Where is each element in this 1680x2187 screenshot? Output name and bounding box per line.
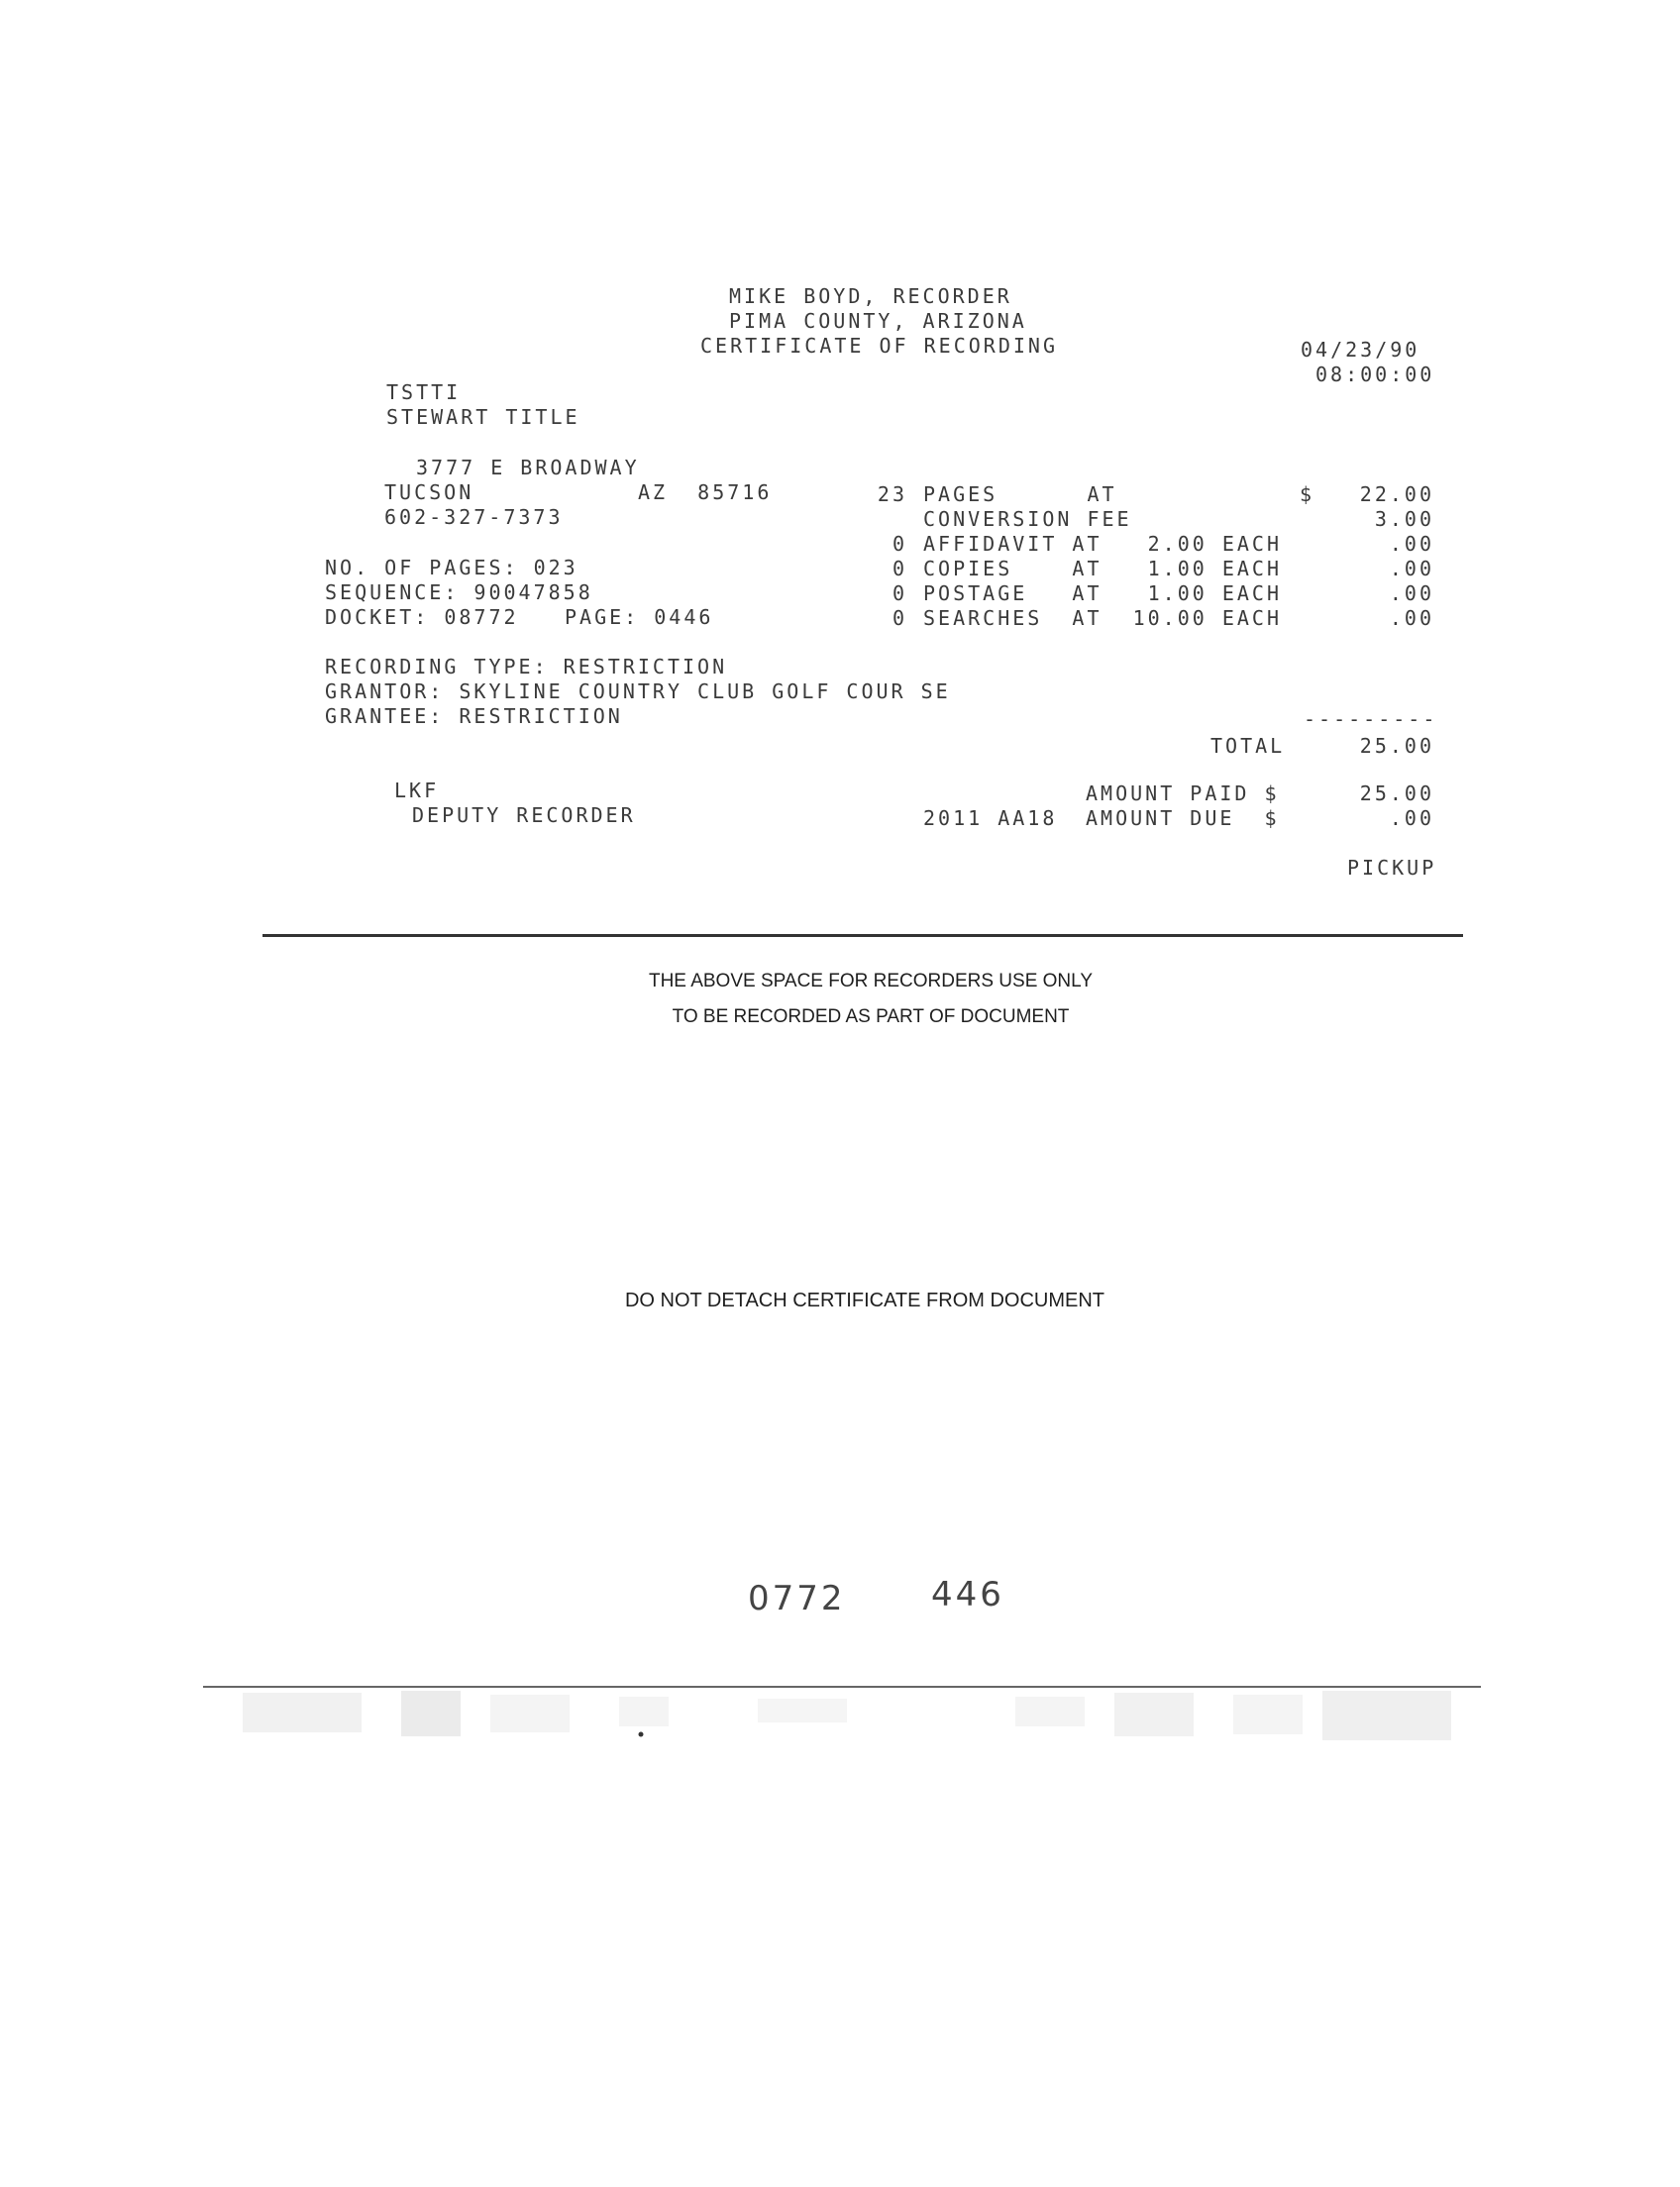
fee-amount: .00 xyxy=(1389,606,1434,630)
amount-due-label: AMOUNT DUE $ xyxy=(1086,806,1280,830)
fee-description: CONVERSION FEE xyxy=(923,507,1132,531)
fee-qty: 23 xyxy=(877,482,907,506)
deputy-initials: LKF xyxy=(394,779,440,802)
sequence-number: SEQUENCE: 90047858 xyxy=(325,580,593,604)
fee-rate: 1.00 EACH xyxy=(1147,581,1282,605)
fee-description: PAGES AT xyxy=(923,482,1117,506)
total-amount: 25.00 xyxy=(1359,734,1434,758)
recording-time: 08:00:00 xyxy=(1315,363,1435,386)
fee-amount: .00 xyxy=(1389,557,1434,580)
amount-paid: 25.00 xyxy=(1359,781,1434,805)
stamp-page-number: 446 xyxy=(931,1575,1004,1614)
fee-qty: 0 xyxy=(892,532,907,556)
fee-amount: 3.00 xyxy=(1374,507,1434,531)
part-of-document-notice: TO BE RECORDED AS PART OF DOCUMENT xyxy=(672,1006,1070,1027)
fee-qty: 0 xyxy=(892,557,907,580)
party-name: STEWART TITLE xyxy=(386,405,580,429)
fee-dollar-sign: $ xyxy=(1300,482,1315,506)
county-name: PIMA COUNTY, ARIZONA xyxy=(729,309,1027,333)
grantor: GRANTOR: SKYLINE COUNTRY CLUB GOLF COUR SE xyxy=(325,679,951,703)
fee-amount: 22.00 xyxy=(1359,482,1434,506)
fee-rate: 1.00 EACH xyxy=(1147,557,1282,580)
scan-edge-line xyxy=(203,1686,1481,1688)
recorder-space-divider xyxy=(262,934,1463,937)
recorder-name: MIKE BOYD, RECORDER xyxy=(729,284,1012,308)
total-divider: --------- xyxy=(1304,707,1438,731)
fee-rate: 2.00 EACH xyxy=(1147,532,1282,556)
total-label: TOTAL xyxy=(1210,734,1286,758)
fee-description: COPIES AT xyxy=(923,557,1102,580)
party-state-zip: AZ 85716 xyxy=(638,480,773,504)
number-of-pages: NO. OF PAGES: 023 xyxy=(325,556,578,579)
fee-qty: 0 xyxy=(892,581,907,605)
certificate-title: CERTIFICATE OF RECORDING xyxy=(700,334,1058,358)
recording-date: 04/23/90 xyxy=(1301,338,1420,362)
payment-code: 2011 AA18 xyxy=(923,806,1058,830)
amount-paid-label: AMOUNT PAID $ xyxy=(1086,781,1280,805)
recording-type: RECORDING TYPE: RESTRICTION xyxy=(325,655,728,678)
recorders-use-notice: THE ABOVE SPACE FOR RECORDERS USE ONLY xyxy=(648,971,1093,991)
party-city: TUCSON xyxy=(384,480,474,504)
fee-amount: .00 xyxy=(1389,532,1434,556)
scan-noise-band xyxy=(203,1689,1491,1750)
docket-number: DOCKET: 08772 xyxy=(325,605,519,629)
party-street: 3777 E BROADWAY xyxy=(416,456,640,479)
fee-amount: .00 xyxy=(1389,581,1434,605)
docket-page: PAGE: 0446 xyxy=(565,605,714,629)
fee-description: AFFIDAVIT AT xyxy=(923,532,1102,556)
party-code: TSTTI xyxy=(386,380,462,404)
grantee: GRANTEE: RESTRICTION xyxy=(325,704,623,728)
amount-due: .00 xyxy=(1389,806,1434,830)
do-not-detach-notice: DO NOT DETACH CERTIFICATE FROM DOCUMENT xyxy=(624,1290,1105,1311)
party-phone: 602-327-7373 xyxy=(384,505,564,529)
fee-qty: 0 xyxy=(892,606,907,630)
fee-rate: 10.00 EACH xyxy=(1132,606,1282,630)
deputy-title: DEPUTY RECORDER xyxy=(412,803,636,827)
payment-method: PICKUP xyxy=(1347,856,1437,880)
fee-description: SEARCHES AT xyxy=(923,606,1102,630)
fee-description: POSTAGE AT xyxy=(923,581,1102,605)
stamp-docket-number: 0772 xyxy=(748,1579,846,1618)
